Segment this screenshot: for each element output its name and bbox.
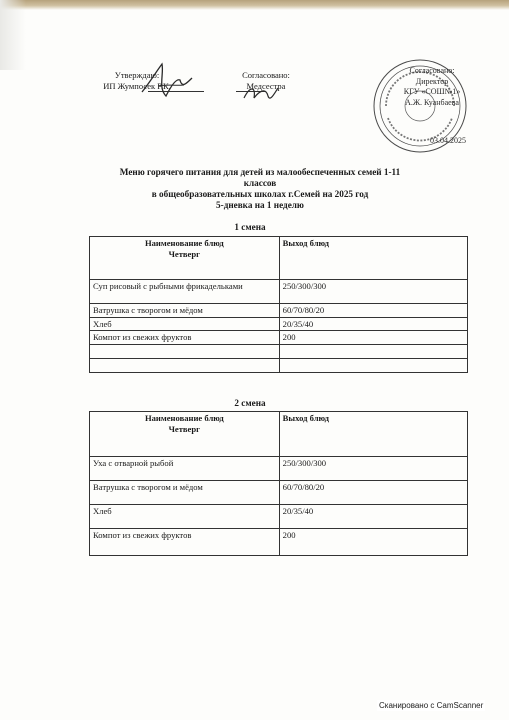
output-cell: 60/70/80/20 <box>279 304 467 318</box>
dish-column-header <box>90 237 280 280</box>
dish-cell: Ватрушка с творогом и мёдом <box>90 304 280 318</box>
output-cell: 200 <box>279 529 467 556</box>
output-cell: 250/300/300 <box>279 280 467 304</box>
table-row <box>90 280 468 304</box>
table-row <box>90 457 468 481</box>
document-title <box>80 167 440 211</box>
dish-column-header <box>90 412 280 457</box>
table-header-row <box>90 412 468 457</box>
stamp-line: Директор <box>415 76 449 86</box>
approver-name: ИП Жумпосек Р.К. <box>103 81 171 91</box>
table-row <box>90 529 468 556</box>
output-column-header: Выход блюд <box>279 412 467 457</box>
camscanner-watermark: Сканировано с CamScanner <box>379 701 484 710</box>
table-row <box>90 331 468 345</box>
menu-table-shift-1 <box>89 236 468 373</box>
scan-shadow <box>0 0 26 70</box>
output-cell <box>279 344 467 358</box>
output-cell: 20/35/40 <box>279 505 467 529</box>
dish-cell: Уха с отварной рыбой <box>90 457 280 481</box>
dish-cell: Компот из свежих фруктов <box>90 529 280 556</box>
dish-cell: Хлеб <box>90 505 280 529</box>
stamp-line: КГУ «СОШ№1» <box>403 87 461 96</box>
signature-image <box>240 80 280 108</box>
stamp-text <box>382 66 482 108</box>
table-header-row <box>90 237 468 280</box>
shift-2-title: 2 смена <box>234 398 266 408</box>
approved-label: Утверждаю: <box>114 70 160 80</box>
dish-header-label: Наименование блюд <box>144 238 224 248</box>
dish-cell: Хлеб <box>90 317 280 331</box>
table-row <box>90 304 468 318</box>
signature-image <box>136 58 196 104</box>
table-row <box>90 344 468 358</box>
title-line: Меню горячего питания для детей из малообеспеченных семей 1-11 <box>119 167 401 177</box>
dish-cell <box>90 358 280 372</box>
stamp-line: Согласовано: <box>409 66 455 75</box>
title-line: 5-дневка на 1 неделю <box>216 200 304 210</box>
menu-table-shift-2 <box>89 411 468 556</box>
day-label: Четверг <box>168 248 201 259</box>
table-row <box>90 317 468 331</box>
output-cell: 250/300/300 <box>279 457 467 481</box>
output-cell: 60/70/80/20 <box>279 481 467 505</box>
title-line: в общеобразовательных школах г.Семей на 2025 год <box>151 189 369 199</box>
table-row <box>90 481 468 505</box>
dish-cell: Суп рисовый с рыбными фрикадельками <box>90 280 280 304</box>
output-column-header: Выход блюд <box>279 237 467 280</box>
scan-edge <box>0 0 509 10</box>
agreed-label: Согласовано: <box>242 70 290 80</box>
stamp-line: А.Ж. Куанбаева <box>405 97 459 107</box>
dish-cell <box>90 344 280 358</box>
dish-cell: Компот из свежих фруктов <box>90 331 280 345</box>
title-line: классов <box>243 178 277 188</box>
agreed-by: Медсестра <box>246 81 286 91</box>
table-row <box>90 505 468 529</box>
stamp-date: 03.04.2025 <box>430 136 466 145</box>
day-label: Четверг <box>168 423 201 434</box>
shift-1-title: 1 смена <box>234 222 266 232</box>
dish-header-label: Наименование блюд <box>144 413 224 423</box>
table-row <box>90 358 468 372</box>
dish-cell: Ватрушка с творогом и мёдом <box>90 481 280 505</box>
output-cell <box>279 358 467 372</box>
output-cell: 20/35/40 <box>279 317 467 331</box>
output-cell: 200 <box>279 331 467 345</box>
